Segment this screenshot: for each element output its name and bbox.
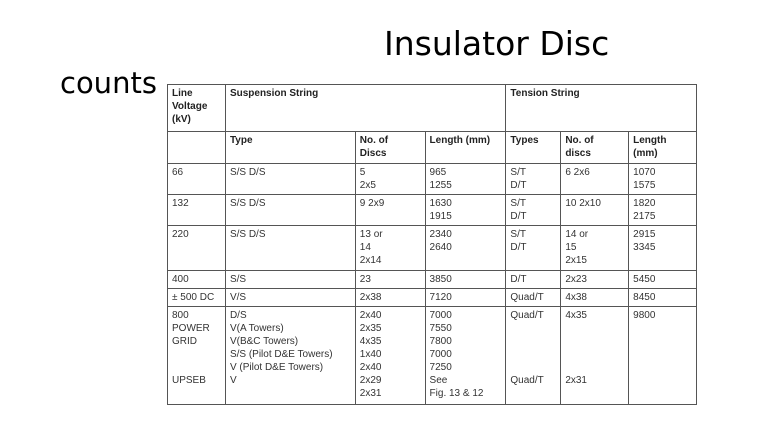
cell-line: 2915 — [633, 229, 656, 240]
cell-line: 1820 — [633, 198, 656, 209]
header-no-of-discs-tension — [561, 132, 629, 164]
cell-line: Quad/T — [510, 375, 544, 386]
cell-line-voltage — [168, 307, 226, 405]
cell-no-of-discs — [355, 271, 425, 289]
cell-line — [510, 335, 556, 348]
cell-line: 2640 — [429, 242, 452, 253]
header-suspension-string: Suspension String — [225, 85, 505, 132]
cell-type — [225, 164, 355, 195]
cell-line: 1575 — [633, 180, 656, 191]
title-line-1: Insulator Disc — [384, 24, 610, 63]
cell-line: 2x40 — [359, 362, 382, 373]
cell-line: V/S — [229, 292, 247, 303]
cell-length — [425, 271, 506, 289]
cell-line: 2x31 — [565, 375, 587, 386]
header-length-tension — [629, 132, 697, 164]
cell-line: 5450 — [633, 274, 656, 285]
cell-line: S/T — [510, 229, 526, 240]
cell-line: 2x15 — [565, 255, 587, 266]
cell-type — [225, 226, 355, 271]
cell-line: 10 2x10 — [565, 198, 601, 209]
header-blank — [168, 132, 226, 164]
table-row — [168, 289, 697, 307]
cell-line: 1915 — [429, 211, 452, 222]
cell-line: ± 500 DC — [172, 292, 215, 303]
cell-line: 9800 — [633, 310, 656, 321]
cell-line: 800 — [172, 310, 189, 321]
cell-line: 1070 — [633, 167, 656, 178]
cell-line: 2x5 — [359, 180, 376, 191]
cell-line: 14 — [359, 242, 371, 253]
cell-type — [225, 195, 355, 226]
cell-line-voltage — [168, 195, 226, 226]
cell-line — [510, 361, 556, 374]
cell-line: 13 or — [359, 229, 383, 240]
table-row — [168, 195, 697, 226]
cell-line — [510, 322, 556, 335]
cell-tension-type — [506, 195, 561, 226]
cell-tension-length — [629, 271, 697, 289]
cell-line: Fig. 13 & 12 — [429, 388, 484, 399]
header-no-of-discs — [355, 132, 425, 164]
cell-type — [225, 307, 355, 405]
cell-tension-length — [629, 307, 697, 405]
cell-line — [172, 361, 221, 374]
cell-tension-discs — [561, 195, 629, 226]
insulator-disc-table — [167, 84, 697, 405]
cell-line: 2x40 — [359, 310, 382, 321]
cell-line: S/S D/S — [229, 167, 266, 178]
cell-line — [172, 348, 221, 361]
cell-tension-length — [629, 226, 697, 271]
cell-line: 2175 — [633, 211, 656, 222]
header-no-of-discs-l1: No. of — [359, 135, 389, 146]
cell-line: 7120 — [429, 292, 452, 303]
cell-line: 1630 — [429, 198, 452, 209]
cell-line: 132 — [172, 198, 189, 209]
cell-line: 2x31 — [359, 388, 382, 399]
cell-line: V(B&C Towers) — [229, 336, 299, 347]
cell-line: 7250 — [429, 362, 452, 373]
cell-line: 220 — [172, 229, 189, 240]
cell-tension-type — [506, 307, 561, 405]
header-type: Type — [225, 132, 355, 164]
cell-line: 23 — [359, 274, 371, 285]
cell-line: GRID — [172, 336, 197, 347]
cell-line: S/S — [229, 274, 247, 285]
cell-tension-type — [506, 289, 561, 307]
cell-line: 1255 — [429, 180, 452, 191]
cell-no-of-discs — [355, 164, 425, 195]
cell-no-of-discs — [355, 307, 425, 405]
cell-line: V (Pilot D&E Towers) — [229, 362, 324, 373]
cell-line-voltage — [168, 289, 226, 307]
cell-line: 7800 — [429, 336, 452, 347]
cell-length — [425, 307, 506, 405]
cell-line: V(A Towers) — [229, 323, 284, 334]
cell-line: See — [429, 375, 448, 386]
cell-length — [425, 226, 506, 271]
header-no-of-discs-l2: Discs — [359, 148, 387, 159]
cell-length — [425, 195, 506, 226]
cell-line: 7000 — [429, 349, 452, 360]
cell-line: UPSEB — [172, 375, 206, 386]
table-row — [168, 307, 697, 405]
cell-line: D/S — [229, 310, 247, 321]
cell-line: 7000 — [429, 310, 452, 321]
cell-line-voltage — [168, 164, 226, 195]
cell-line: 4x35 — [565, 310, 587, 321]
cell-line: S/T — [510, 198, 526, 209]
cell-tension-discs — [561, 271, 629, 289]
cell-length — [425, 164, 506, 195]
cell-line: 3345 — [633, 242, 656, 253]
cell-line: 6 2x6 — [565, 167, 590, 178]
header-length-mm: Length (mm) — [425, 132, 506, 164]
cell-tension-discs — [561, 226, 629, 271]
cell-tension-length — [629, 195, 697, 226]
cell-line — [565, 348, 624, 361]
cell-line: 2x14 — [359, 255, 382, 266]
cell-line: 2x29 — [359, 375, 382, 386]
cell-line: V — [229, 375, 237, 386]
header-line-voltage — [168, 85, 226, 132]
cell-line: 7550 — [429, 323, 452, 334]
header-line-voltage-l2: Voltage — [172, 101, 208, 112]
cell-no-of-discs — [355, 195, 425, 226]
cell-line — [565, 361, 624, 374]
header-line-voltage-l3: (kV) — [172, 114, 191, 125]
cell-line: D/T — [510, 274, 527, 285]
cell-line: 14 or — [565, 229, 589, 240]
cell-line — [565, 322, 624, 335]
cell-type — [225, 271, 355, 289]
header-length-tension-l2: (mm) — [633, 148, 658, 159]
cell-line-voltage — [168, 226, 226, 271]
cell-line: 9 2x9 — [359, 198, 385, 209]
cell-tension-discs — [561, 307, 629, 405]
cell-tension-type — [506, 164, 561, 195]
cell-line: S/T — [510, 167, 526, 178]
cell-length — [425, 289, 506, 307]
header-length-tension-l1: Length — [633, 135, 667, 146]
cell-line — [565, 335, 624, 348]
cell-line: POWER — [172, 323, 210, 334]
cell-line-voltage — [168, 271, 226, 289]
cell-line: Quad/T — [510, 292, 544, 303]
cell-line — [510, 348, 556, 361]
cell-line: Quad/T — [510, 310, 544, 321]
cell-line: 2x23 — [565, 274, 587, 285]
cell-line: S/S (Pilot D&E Towers) — [229, 349, 333, 360]
cell-line: 965 — [429, 167, 447, 178]
table-row — [168, 164, 697, 195]
header-line-voltage-l1: Line — [172, 88, 193, 99]
header-tension-string: Tension String — [506, 85, 697, 132]
cell-line: 8450 — [633, 292, 656, 303]
table-row — [168, 226, 697, 271]
header-row-1 — [168, 85, 697, 132]
title-line-2: counts — [60, 66, 157, 100]
cell-line: 1x40 — [359, 349, 382, 360]
cell-line: D/T — [510, 211, 527, 222]
cell-tension-length — [629, 289, 697, 307]
header-no-of-discs-tension-l2: discs — [565, 148, 591, 159]
header-row-2 — [168, 132, 697, 164]
cell-line: 3850 — [429, 274, 452, 285]
cell-line: 5 — [359, 167, 366, 178]
cell-line: S/S D/S — [229, 198, 266, 209]
cell-tension-type — [506, 271, 561, 289]
cell-line: 2x38 — [359, 292, 382, 303]
header-no-of-discs-tension-l1: No. of — [565, 135, 594, 146]
cell-line: 4x35 — [359, 336, 382, 347]
cell-line: D/T — [510, 180, 527, 191]
cell-type — [225, 289, 355, 307]
header-types: Types — [506, 132, 561, 164]
cell-line: 2x35 — [359, 323, 382, 334]
cell-line: 66 — [172, 167, 184, 178]
cell-tension-type — [506, 226, 561, 271]
cell-line: 4x38 — [565, 292, 587, 303]
cell-line: D/T — [510, 242, 527, 253]
cell-no-of-discs — [355, 226, 425, 271]
cell-line: 400 — [172, 274, 189, 285]
cell-line: 15 — [565, 242, 577, 253]
cell-tension-discs — [561, 289, 629, 307]
table-row — [168, 271, 697, 289]
cell-no-of-discs — [355, 289, 425, 307]
cell-line: S/S D/S — [229, 229, 266, 240]
cell-tension-length — [629, 164, 697, 195]
cell-line: 2340 — [429, 229, 452, 240]
cell-tension-discs — [561, 164, 629, 195]
